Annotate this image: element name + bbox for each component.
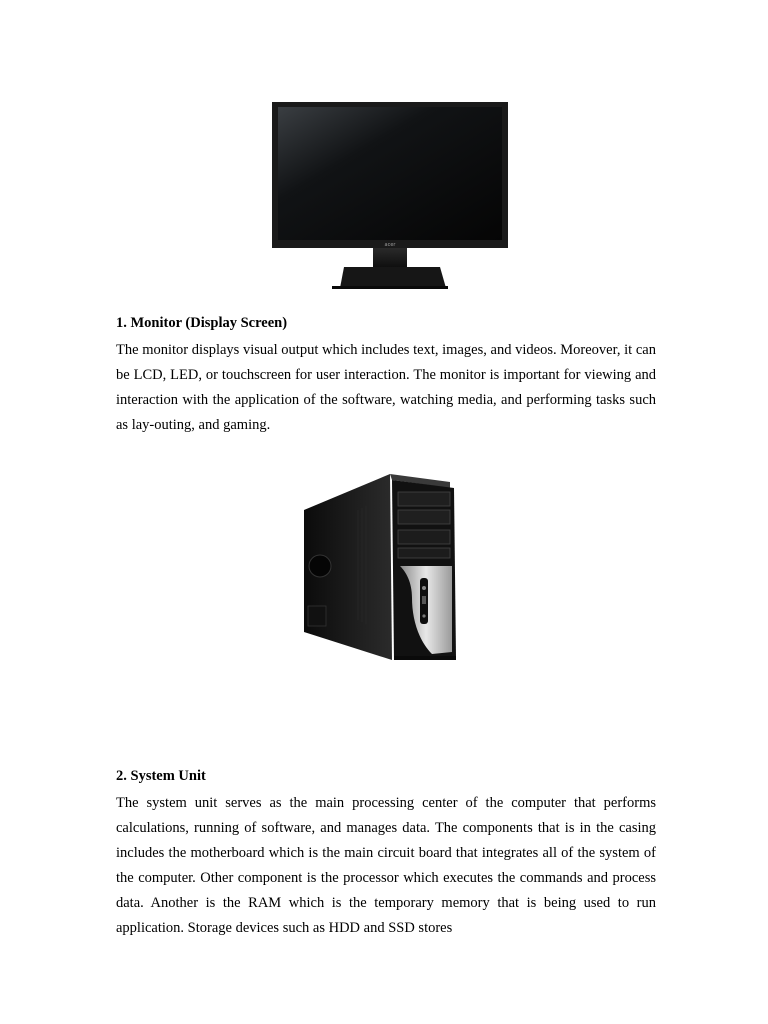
section-monitor xyxy=(116,313,656,438)
system-unit-image xyxy=(300,470,460,664)
monitor-logo: acer xyxy=(384,242,396,248)
monitor-icon xyxy=(270,100,510,292)
system-unit-icon xyxy=(300,470,460,664)
section-body: The system unit serves as the main processing center of the computer that performs calculations, running of software, and manages data. The components that is in the casing includes the motherboard which is the main circuit board that integrates all of the system of the computer. Other component is the processor which executes the commands and process data. Another is the RAM which is the temporary memory that is being used to run application. Storage devices such as HDD and SSD stores xyxy=(116,795,656,936)
section-heading: 2. System Unit xyxy=(116,768,206,784)
section-heading: 1. Monitor (Display Screen) xyxy=(116,315,288,331)
section-body: The monitor displays visual output which includes text, images, and videos. Moreover, it can be LCD, LED, or touchscreen for user interaction. The monitor is important for viewing and interaction with the application of the software, watching media, and performing tasks such as lay-outing, and gaming. xyxy=(116,342,656,433)
monitor-image xyxy=(270,100,510,292)
section-system-unit xyxy=(116,766,656,941)
